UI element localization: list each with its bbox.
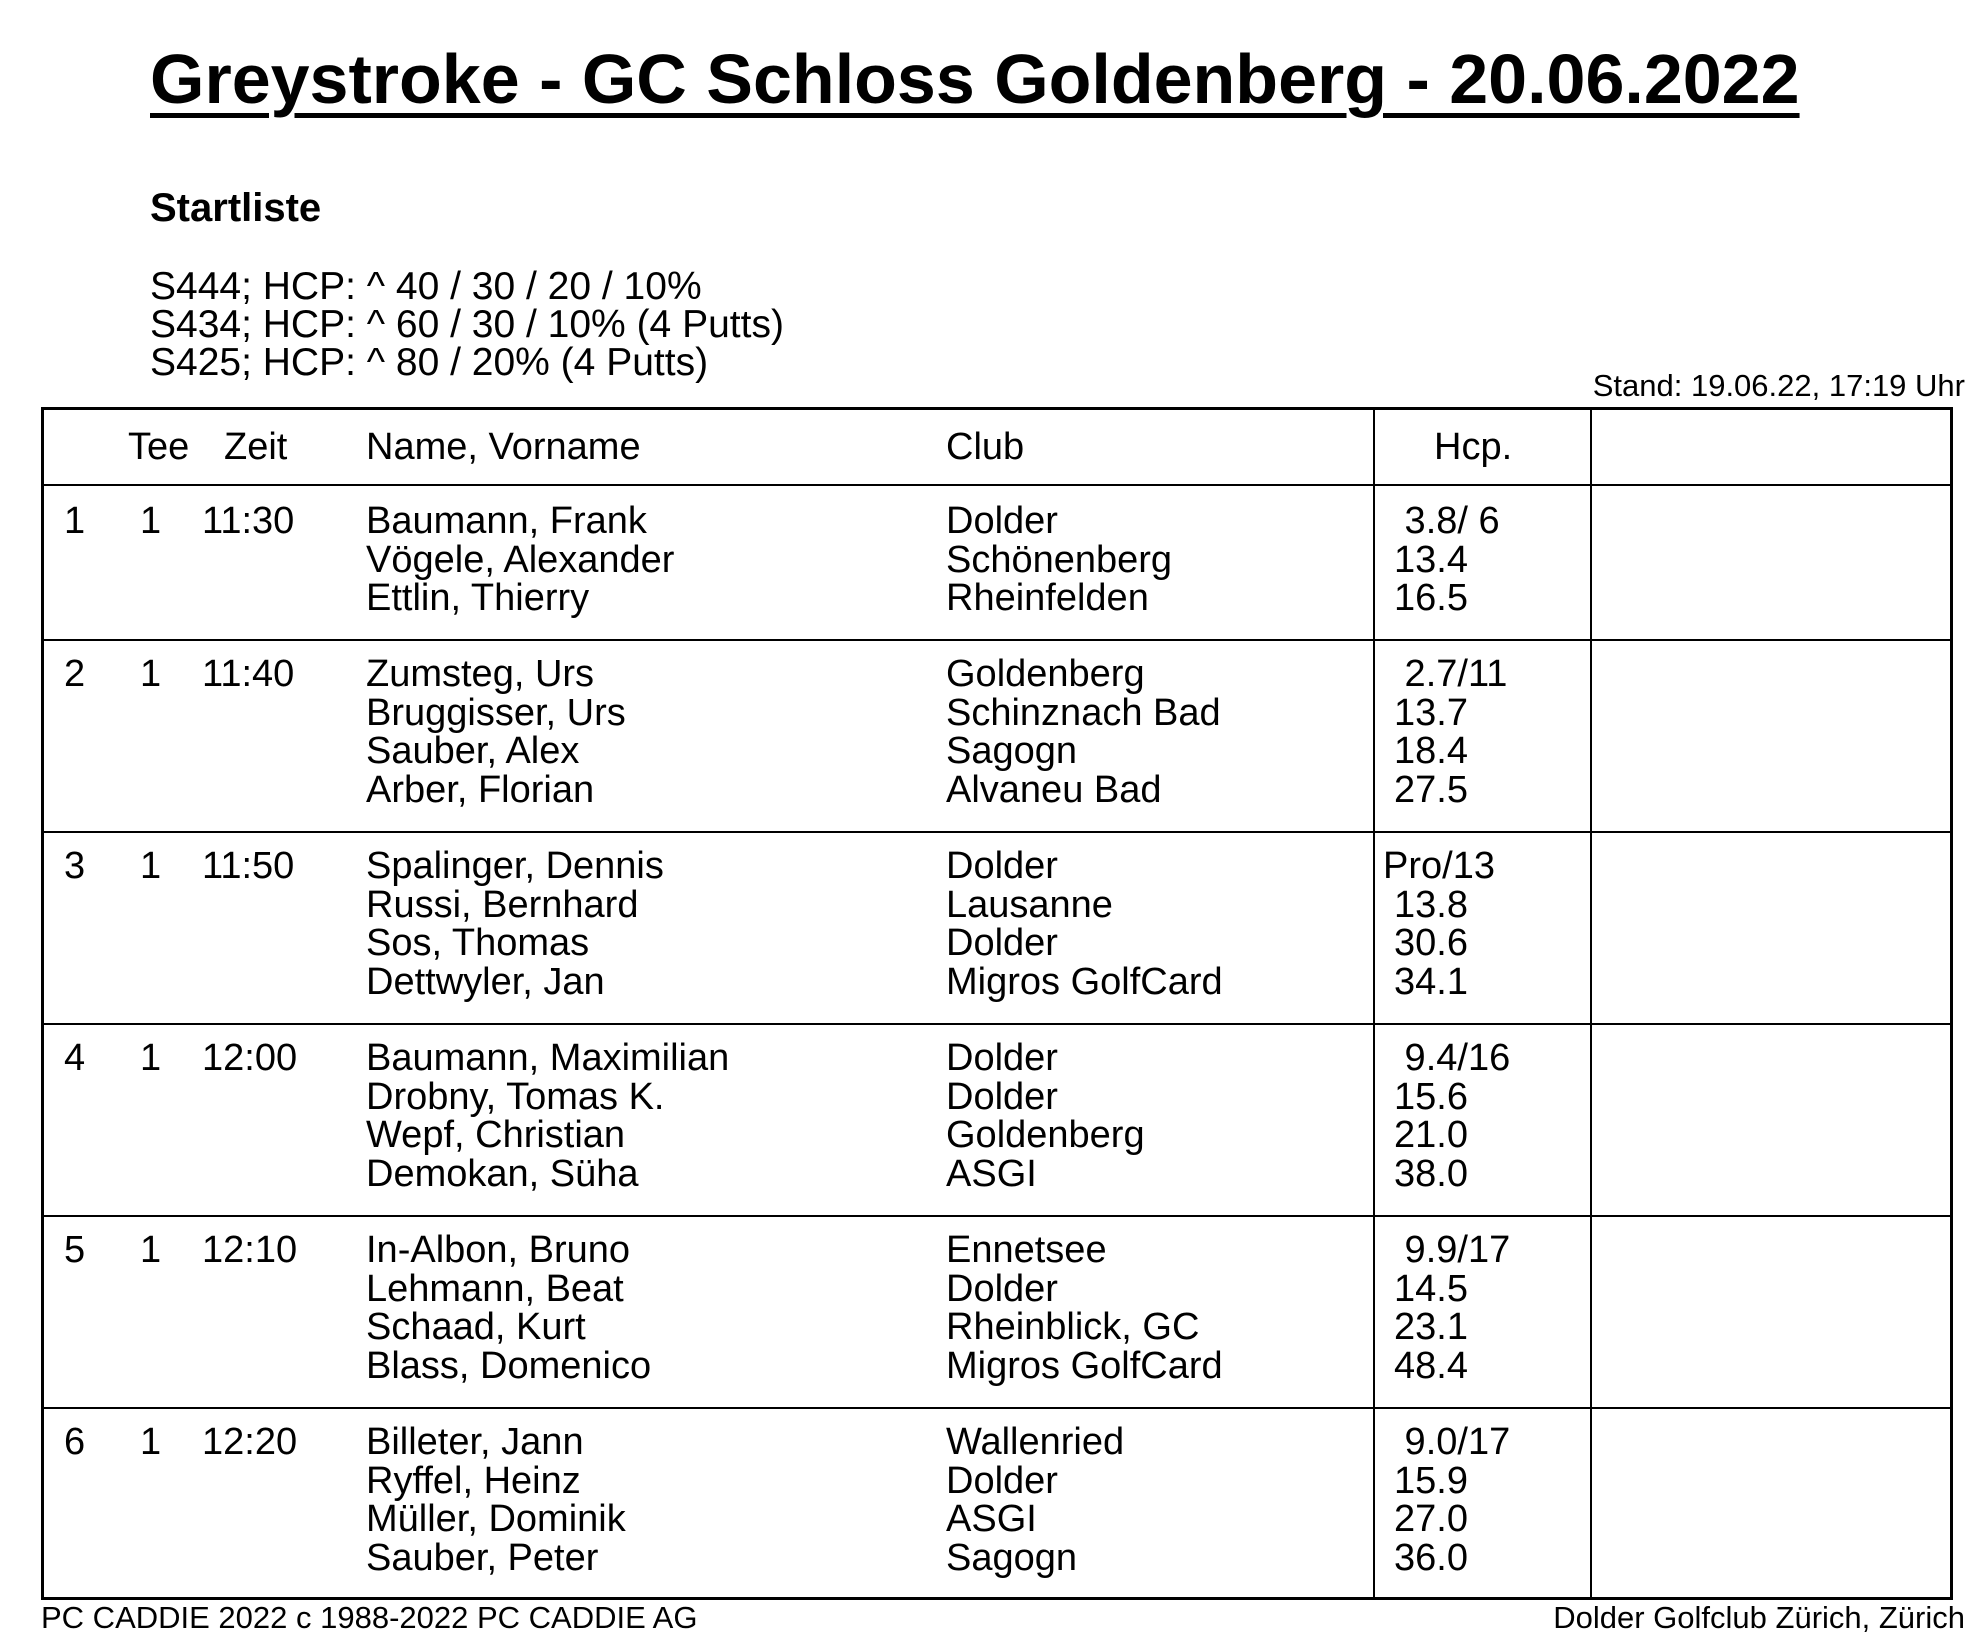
player-name: Dettwyler, Jan	[366, 960, 605, 1003]
player-club: Lausanne	[946, 883, 1113, 926]
flight-number: 5	[64, 1229, 86, 1271]
player-hcp: 16.5	[1394, 577, 1468, 619]
group-divider	[44, 1215, 1950, 1217]
player-name: Müller, Dominik	[366, 1498, 626, 1540]
player-club: ASGI	[946, 1498, 1037, 1540]
player-club: Rheinfelden	[946, 577, 1149, 619]
player-name: Baumann, Maximilian	[366, 1037, 730, 1079]
player-hcp: 21.0	[1394, 1114, 1468, 1156]
header-hcp: Hcp.	[1434, 426, 1513, 468]
tee-number: 1	[140, 500, 162, 542]
player-club: Schinznach Bad	[946, 691, 1221, 734]
player-name: Sauber, Peter	[366, 1536, 599, 1579]
tee-time: 12:10	[202, 1229, 298, 1271]
header-tee: Tee	[128, 426, 190, 468]
player-club: Goldenberg	[946, 1114, 1145, 1156]
player-club: Dolder	[946, 1075, 1058, 1118]
player-club: Goldenberg	[946, 653, 1145, 695]
player-hcp: 18.4	[1394, 730, 1468, 772]
player-club: ASGI	[946, 1152, 1037, 1195]
player-name: Blass, Domenico	[366, 1344, 652, 1387]
group-divider	[44, 639, 1950, 641]
tee-time: 11:30	[202, 500, 295, 542]
player-name: In-Albon, Bruno	[366, 1229, 631, 1271]
player-club: Sagogn	[946, 730, 1078, 772]
tee-number: 1	[140, 845, 162, 887]
format-line: S444; HCP: ^ 40 / 30 / 20 / 10%	[150, 265, 702, 308]
column-divider	[1373, 410, 1375, 1597]
player-hcp: 9.4/16	[1394, 1037, 1511, 1079]
player-hcp: 27.0	[1394, 1498, 1468, 1540]
player-club: Sagogn	[946, 1536, 1078, 1579]
player-name: Zumsteg, Urs	[366, 653, 595, 695]
header-time: Zeit	[224, 426, 288, 468]
format-line: S434; HCP: ^ 60 / 30 / 10% (4 Putts)	[150, 303, 784, 346]
status-timestamp: Stand: 19.06.22, 17:19 Uhr	[1592, 368, 1965, 403]
player-name: Billeter, Jann	[366, 1421, 584, 1463]
player-hcp: 27.5	[1394, 768, 1468, 811]
footer-copyright: PC CADDIE 2022 c 1988-2022 PC CADDIE AG	[41, 1600, 698, 1635]
player-hcp: 15.9	[1394, 1459, 1468, 1502]
player-name: Lehmann, Beat	[366, 1267, 624, 1310]
player-hcp: 34.1	[1394, 960, 1468, 1003]
player-club: Migros GolfCard	[946, 960, 1223, 1003]
tee-number: 1	[140, 653, 162, 695]
player-club: Dolder	[946, 922, 1058, 964]
player-club: Dolder	[946, 500, 1058, 542]
player-hcp: 13.8	[1394, 883, 1468, 926]
player-hcp: 38.0	[1394, 1152, 1468, 1195]
player-club: Dolder	[946, 1267, 1058, 1310]
column-divider	[1590, 410, 1592, 1597]
subtitle: Startliste	[150, 186, 322, 230]
flight-number: 2	[64, 653, 86, 695]
header-name: Name, Vorname	[366, 426, 641, 468]
player-name: Sos, Thomas	[366, 922, 590, 964]
player-name: Wepf, Christian	[366, 1114, 626, 1156]
player-club: Rheinblick, GC	[946, 1306, 1200, 1348]
player-hcp: 2.7/11	[1394, 653, 1508, 695]
group-divider	[44, 1407, 1950, 1409]
player-club: Alvaneu Bad	[946, 768, 1162, 811]
tee-time: 11:50	[202, 845, 295, 887]
group-divider	[44, 1023, 1950, 1025]
player-hcp: 9.9/17	[1394, 1229, 1511, 1271]
format-line: S425; HCP: ^ 80 / 20% (4 Putts)	[150, 341, 709, 384]
player-name: Spalinger, Dennis	[366, 845, 664, 887]
game-formats	[150, 265, 784, 384]
player-name: Demokan, Süha	[366, 1152, 639, 1195]
player-name: Russi, Bernhard	[366, 883, 639, 926]
player-club: Dolder	[946, 1459, 1058, 1502]
page-title: Greystroke - GC Schloss Goldenberg - 20.06.2022	[150, 40, 1800, 118]
player-name: Arber, Florian	[366, 768, 595, 811]
player-hcp: 36.0	[1394, 1536, 1468, 1579]
tee-time: 11:40	[202, 653, 295, 695]
player-name: Ryffel, Heinz	[366, 1459, 581, 1502]
header-divider	[44, 484, 1950, 486]
player-hcp: 48.4	[1394, 1344, 1468, 1387]
tee-number: 1	[140, 1037, 162, 1079]
flight-number: 4	[64, 1037, 86, 1079]
player-hcp: 14.5	[1394, 1267, 1468, 1310]
player-name: Drobny, Tomas K.	[366, 1075, 665, 1118]
player-club: Schönenberg	[946, 538, 1173, 581]
player-name: Schaad, Kurt	[366, 1306, 586, 1348]
player-name: Sauber, Alex	[366, 730, 580, 772]
flight-number: 3	[64, 845, 86, 887]
header-club: Club	[946, 426, 1025, 468]
player-hcp: 13.4	[1394, 538, 1468, 581]
start-list-table	[41, 407, 1953, 1600]
flight-number: 1	[64, 500, 86, 542]
player-club: Migros GolfCard	[946, 1344, 1223, 1387]
player-hcp: Pro/13	[1383, 845, 1495, 887]
player-club: Dolder	[946, 1037, 1058, 1079]
player-hcp: 15.6	[1394, 1075, 1468, 1118]
tee-time: 12:00	[202, 1037, 298, 1079]
player-hcp: 23.1	[1394, 1306, 1468, 1348]
tee-number: 1	[140, 1229, 162, 1271]
player-club: Dolder	[946, 845, 1058, 887]
player-name: Vögele, Alexander	[366, 538, 675, 581]
player-name: Bruggisser, Urs	[366, 691, 626, 734]
player-hcp: 9.0/17	[1394, 1421, 1511, 1463]
player-hcp: 30.6	[1394, 922, 1468, 964]
player-club: Wallenried	[946, 1421, 1125, 1463]
player-club: Ennetsee	[946, 1229, 1107, 1271]
flight-number: 6	[64, 1421, 86, 1463]
player-hcp: 3.8/ 6	[1394, 500, 1500, 542]
tee-time: 12:20	[202, 1421, 298, 1463]
group-divider	[44, 831, 1950, 833]
player-hcp: 13.7	[1394, 691, 1468, 734]
player-name: Ettlin, Thierry	[366, 577, 590, 619]
tee-number: 1	[140, 1421, 162, 1463]
footer-club: Dolder Golfclub Zürich, Zürich	[1553, 1600, 1965, 1635]
player-name: Baumann, Frank	[366, 500, 647, 542]
